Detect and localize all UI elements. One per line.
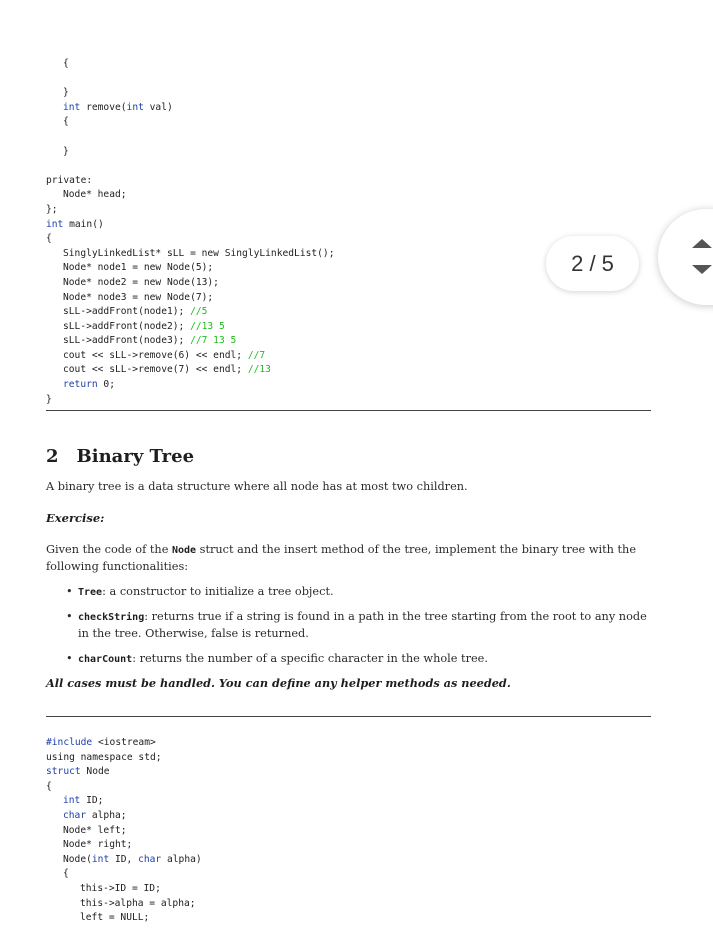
code-text: using namespace std; (46, 751, 162, 763)
code-line (46, 794, 202, 809)
code-text: cout << sLL->remove(6) << endl; (63, 349, 248, 361)
code-line (46, 824, 202, 839)
code-keyword: #include (46, 737, 93, 748)
code-line (46, 232, 334, 247)
arrow-down-icon[interactable] (692, 265, 712, 274)
code-line (46, 320, 334, 335)
code-keyword: struct (46, 766, 81, 778)
section-number: 2 (46, 446, 59, 467)
code-block-bottom (46, 736, 202, 926)
code-keyword: char (63, 809, 87, 821)
code-text: Node( (63, 853, 92, 865)
code-text: { (63, 58, 69, 69)
code-text: Node* right; (63, 839, 133, 851)
code-comment: //5 (190, 306, 208, 318)
given-paragraph (46, 542, 652, 575)
code-line (46, 897, 202, 912)
code-keyword: int (63, 101, 81, 113)
bullet-desc: : a constructor to initialize a tree object. (102, 585, 334, 598)
page-scroll-button[interactable] (658, 209, 713, 305)
code-keyword: char (138, 853, 162, 865)
intro-paragraph: A binary tree is a data structure where all node has at most two children. (46, 480, 468, 493)
code-text: Node* node2 = new Node(13); (63, 276, 219, 288)
code-line (46, 218, 334, 233)
code-line (46, 334, 334, 349)
code-line (46, 145, 334, 160)
code-keyword: int (91, 853, 110, 865)
code-comment: //7 (247, 349, 266, 361)
code-text: Node* head; (63, 189, 127, 201)
section-heading (46, 446, 194, 467)
exercise-label: Exercise: (46, 511, 105, 525)
code-text: { (46, 780, 52, 792)
code-line (46, 838, 202, 853)
code-text: ID; (80, 795, 104, 807)
bullet-dot: • (66, 610, 73, 623)
code-line (46, 174, 334, 189)
code-text: { (46, 233, 52, 245)
code-keyword: return (63, 379, 98, 391)
code-line (46, 765, 202, 780)
code-line (46, 261, 334, 276)
code-line (46, 882, 202, 897)
code-line (46, 86, 334, 101)
code-text: Node (80, 766, 110, 778)
code-line (46, 57, 334, 72)
code-text: private: (46, 174, 93, 186)
bullet-name: checkString (78, 612, 145, 623)
code-line (46, 363, 334, 378)
page-indicator: 2 / 5 (546, 236, 639, 291)
note-text: All cases must be handled. You can define any helper methods as needed. (46, 676, 511, 690)
code-line (46, 349, 334, 364)
code-text: this->alpha = alpha; (80, 897, 196, 909)
code-text: val) (143, 101, 173, 113)
code-text: main() (63, 218, 104, 230)
bullet-desc: : returns true if a string is found in a path in the tree starting from the root to any node in the tree. Otherwise, false is returned. (78, 610, 647, 640)
code-line (46, 751, 202, 766)
code-line (46, 780, 202, 795)
code-text: this->ID = ID; (80, 882, 161, 894)
code-text: Node* node3 = new Node(7); (63, 291, 214, 303)
code-text: remove( (80, 101, 127, 113)
code-line (46, 247, 334, 262)
code-text: } (63, 145, 69, 157)
code-keyword: int (46, 218, 64, 230)
code-line (46, 72, 334, 87)
code-comment: //7 13 5 (190, 335, 237, 347)
bullet-dot: • (66, 585, 73, 598)
code-keyword: int (63, 795, 81, 807)
code-text: } (46, 393, 52, 405)
code-text: ID, (109, 853, 139, 865)
code-line (46, 276, 334, 291)
code-line (46, 736, 202, 751)
code-text: left = NULL; (80, 912, 150, 924)
code-text: cout << sLL->remove(7) << endl; (63, 364, 248, 376)
code-line (46, 393, 334, 408)
bullet-item (66, 651, 652, 668)
code-text: { (63, 116, 69, 128)
code-line (46, 853, 202, 868)
code-text: sLL->addFront(node3); (63, 335, 191, 347)
code-line (46, 203, 334, 218)
bullet-name: charCount (78, 654, 133, 665)
given-text-1: Given the code of the (46, 543, 172, 556)
code-text: alpha; (86, 809, 127, 821)
divider-top (46, 410, 651, 411)
code-text: alpha) (161, 853, 202, 865)
code-line (46, 130, 334, 145)
code-keyword: int (126, 101, 144, 113)
code-text: Node* node1 = new Node(5); (63, 262, 214, 274)
code-text: SinglyLinkedList* sLL = new SinglyLinkedList(); (63, 247, 335, 259)
code-line (46, 911, 202, 926)
code-text: Node* left; (63, 824, 127, 836)
code-comment: //13 5 (190, 320, 225, 332)
code-text: sLL->addFront(node1); (63, 306, 191, 318)
code-line (46, 159, 334, 174)
bullet-dot: • (66, 652, 73, 665)
code-line (46, 305, 334, 320)
code-text: 0; (97, 379, 115, 391)
code-line (46, 809, 202, 824)
bullet-name: Tree (78, 587, 103, 598)
code-comment: //13 (247, 364, 271, 376)
divider-bottom (46, 716, 651, 717)
code-line (46, 188, 334, 203)
arrow-up-icon[interactable] (692, 239, 712, 248)
bullet-item (66, 609, 652, 642)
code-line (46, 291, 334, 306)
code-line (46, 378, 334, 393)
code-text: { (63, 868, 69, 880)
section-title: Binary Tree (76, 446, 195, 467)
code-line (46, 867, 202, 882)
code-text: }; (46, 203, 58, 215)
code-text: } (63, 87, 69, 99)
given-text-2: struct and the insert method of the tree, implement the binary tree with the following functionalities: (46, 543, 637, 573)
code-text: <iostream> (92, 737, 156, 748)
code-text: sLL->addFront(node2); (63, 320, 191, 332)
code-line (46, 115, 334, 130)
given-code-node: Node (171, 545, 197, 556)
code-block-top (46, 57, 334, 407)
bullet-desc: : returns the number of a specific character in the whole tree. (132, 652, 488, 665)
bullet-item (66, 584, 652, 601)
code-line (46, 101, 334, 116)
